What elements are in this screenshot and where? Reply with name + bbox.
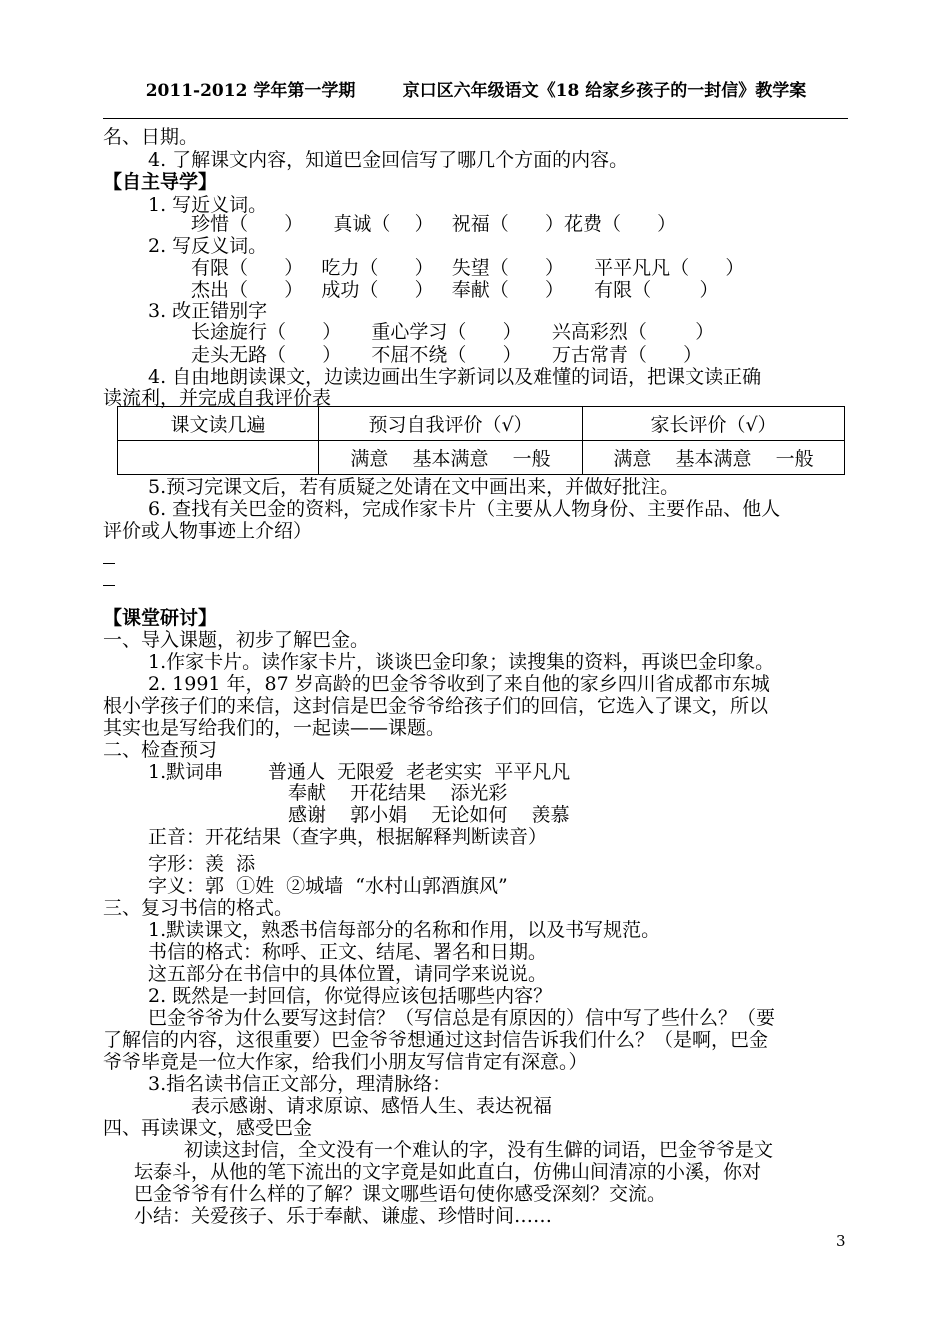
text-line: 爷爷毕竟是一位大作家，给我们小朋友写信肯定有深意。） [103, 1051, 588, 1073]
text-line: 读流利，并完成自我评价表 [103, 387, 332, 409]
text-line: 普通人 无限爱 老老实实 平平凡凡 [268, 761, 571, 783]
text-line: 四、再读课文，感受巴金 [103, 1117, 313, 1139]
page-number: 3 [836, 1232, 846, 1250]
text-line: 根小学孩子们的来信，这封信是巴金爷爷给孩子们的回信，它选入了课文，所以 [103, 695, 769, 717]
text-line: 小结：关爱孩子、乐于奉献、谦虚、珍惜时间…… [134, 1205, 553, 1227]
table-cell: 满意 基本满意 一般 [583, 441, 845, 475]
text-line: 巴金爷爷有什么样的了解？课文哪些语句使你感受深刻？交流。 [134, 1183, 667, 1205]
blank-line-mark [103, 585, 115, 586]
text-line: 2. 1991 年，87 岁高龄的巴金爷爷收到了来自他的家乡四川省成都市东城 [148, 673, 770, 695]
text-line: 奉献 开花结果 添光彩 [288, 782, 508, 804]
text-line: 1.作家卡片。读作家卡片，谈谈巴金印象；读搜集的资料，再谈巴金印象。 [148, 651, 775, 673]
text-line: 1.默读课文，熟悉书信每部分的名称和作用，以及书写规范。 [148, 919, 661, 941]
table-cell: 满意 基本满意 一般 [319, 441, 583, 475]
text-line: 1. 写近义词。 [148, 194, 268, 216]
text-line: 这五部分在书信中的具体位置，请同学来说说。 [148, 963, 548, 985]
text-line: 名、日期。 [103, 126, 199, 148]
text-line: 2. 写反义词。 [148, 235, 268, 257]
text-line: 5.预习完课文后，若有质疑之处请在文中画出来，并做好批注。 [148, 476, 680, 498]
text-line: 3. 改正错别字 [148, 300, 268, 322]
text-line: 感谢 郭小娟 无论如何 羡慕 [288, 804, 570, 826]
table-header-row [118, 407, 845, 441]
text-line: 4. 自由地朗读课文，边读边画出生字新词以及难懂的词语，把课文读正确 [148, 366, 762, 388]
text-line: 正音：开花结果（查字典，根据解释判断读音） [148, 826, 548, 848]
text-line: 评价或人物事迹上介绍） [103, 520, 313, 542]
page-header [105, 76, 847, 101]
text-line: 坛泰斗，从他的笔下流出的文字竟是如此直白，仿佛山间清凉的小溪，你对 [134, 1161, 762, 1183]
self-evaluation-table [117, 406, 845, 475]
header-rule [103, 118, 848, 119]
blank-line-mark [103, 563, 115, 564]
table-header-cell: 家长评价（√） [583, 407, 845, 441]
header-title: 京口区六年级语文《18 给家乡孩子的一封信》教学案 [402, 81, 807, 101]
section-heading: 【课堂研讨】 [103, 607, 218, 629]
text-line: 巴金爷爷为什么要写这封信？（写信总是有原因的）信中写了些什么？（要 [148, 1007, 776, 1029]
header-term: 2011-2012 学年第一学期 [145, 81, 356, 101]
table-header-cell: 预习自我评价（√） [319, 407, 583, 441]
table-header-cell: 课文读几遍 [118, 407, 319, 441]
text-line: 有限（ ） 吃力（ ） 失望（ ） 平平凡凡（ ） [191, 257, 745, 279]
text-line: 3.指名读书信正文部分，理清脉络： [148, 1073, 452, 1095]
table-row [118, 441, 845, 475]
text-line: 三、复习书信的格式。 [103, 897, 294, 919]
text-line: 1.默词串 [148, 761, 224, 783]
text-line: 二、检查预习 [103, 739, 218, 761]
text-line: 初读这封信，全文没有一个难认的字，没有生僻的词语，巴金爷爷是文 [184, 1139, 774, 1161]
text-line: 字义：郭 ①姓 ②城墙 “水村山郭酒旗风” [148, 875, 508, 897]
text-line: 走头无路（ ） 不屈不绕（ ） 万古常青（ ） [191, 344, 703, 366]
text-line: 表示感谢、请求原谅、感悟人生、表达祝福 [191, 1095, 553, 1117]
text-line: 4. 了解课文内容，知道巴金回信写了哪几个方面的内容。 [148, 149, 629, 171]
section-heading: 【自主导学】 [103, 171, 218, 193]
text-line: 杰出（ ） 成功（ ） 奉献（ ） 有限（ ） [191, 279, 719, 301]
text-line: 了解信的内容，这很重要）巴金爷爷想通过这封信告诉我们什么？（是啊，巴金 [103, 1029, 769, 1051]
text-line: 其实也是写给我们的，一起读——课题。 [103, 717, 446, 739]
text-line: 一、导入课题，初步了解巴金。 [103, 629, 370, 651]
text-line: 字形：羡 添 [148, 853, 256, 875]
text-line: 长途旋行（ ） 重心学习（ ） 兴高彩烈（ ） [191, 321, 715, 343]
text-line: 2. 既然是一封回信，你觉得应该包括哪些内容？ [148, 985, 553, 1007]
table-cell [118, 441, 319, 475]
text-line: 珍惜（ ） 真诚（ ） 祝福（ ）花费（ ） [191, 213, 677, 235]
text-line: 书信的格式：称呼、正文、结尾、署名和日期。 [148, 941, 548, 963]
text-line: 6. 查找有关巴金的资料，完成作家卡片（主要从人物身份、主要作品、他人 [148, 498, 781, 520]
